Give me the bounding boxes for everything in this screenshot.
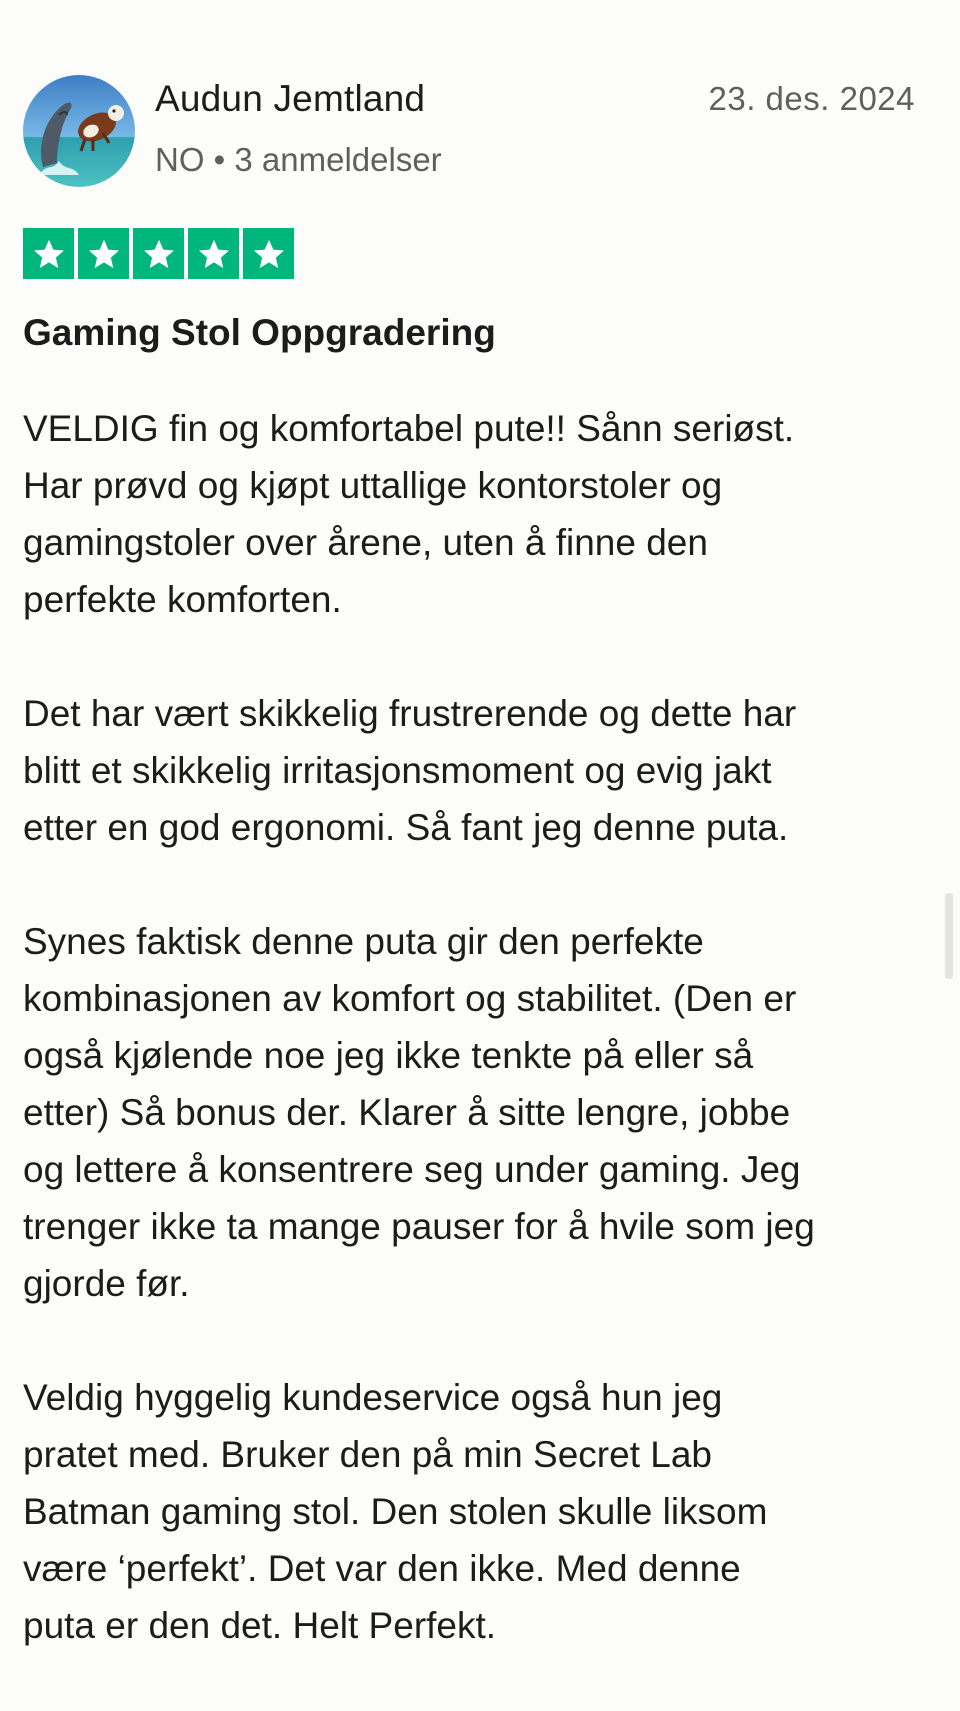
star-icon — [188, 228, 239, 279]
avatar[interactable] — [23, 75, 135, 187]
avatar-image-icon — [23, 75, 135, 187]
star-rating — [23, 228, 294, 279]
star-icon — [133, 228, 184, 279]
scrollbar-thumb[interactable] — [945, 893, 953, 979]
star-icon — [23, 228, 74, 279]
review-paragraph: VELDIG fin og komfortabel pute!! Sånn seriøst. Har prøvd og kjøpt uttallige kontorstoler og gamingstoler over årene, uten å finne den perfekte komforten. — [23, 408, 795, 620]
review-body — [23, 400, 923, 1711]
review-paragraph: Veldig hyggelig kundeservice også hun jeg pratet med. Bruker den på min Secret Lab Batman gaming stol. Den stolen skulle liksom være ‘perfekt’. Det var den ikke. Med denne puta er den det. Helt Perfekt. — [23, 1377, 768, 1646]
review-paragraph: Det har vært skikkelig frustrerende og dette har blitt et skikkelig irritasjonsmoment og evig jakt etter en god ergonomi. Så fant jeg denne puta. — [23, 693, 797, 848]
star-icon — [78, 228, 129, 279]
reviewer-name[interactable]: Audun Jemtland — [155, 78, 426, 119]
review-paragraph: Synes faktisk denne puta gir den perfekte kombinasjonen av komfort og stabilitet. (Den er også kjølende noe jeg ikke tenkte på eller så etter) Så bonus der. Klarer å sitte lengre, jobbe og lettere å konsentrere seg under gaming. Jeg trenger ikke ta mange pauser for å hvile som jeg gjorde før. — [23, 921, 815, 1304]
reviewer-meta: NO • 3 anmeldelser — [155, 141, 442, 178]
review-title[interactable]: Gaming Stol Oppgradering — [23, 312, 496, 353]
review-date: 23. des. 2024 — [708, 80, 915, 117]
star-icon — [243, 228, 294, 279]
